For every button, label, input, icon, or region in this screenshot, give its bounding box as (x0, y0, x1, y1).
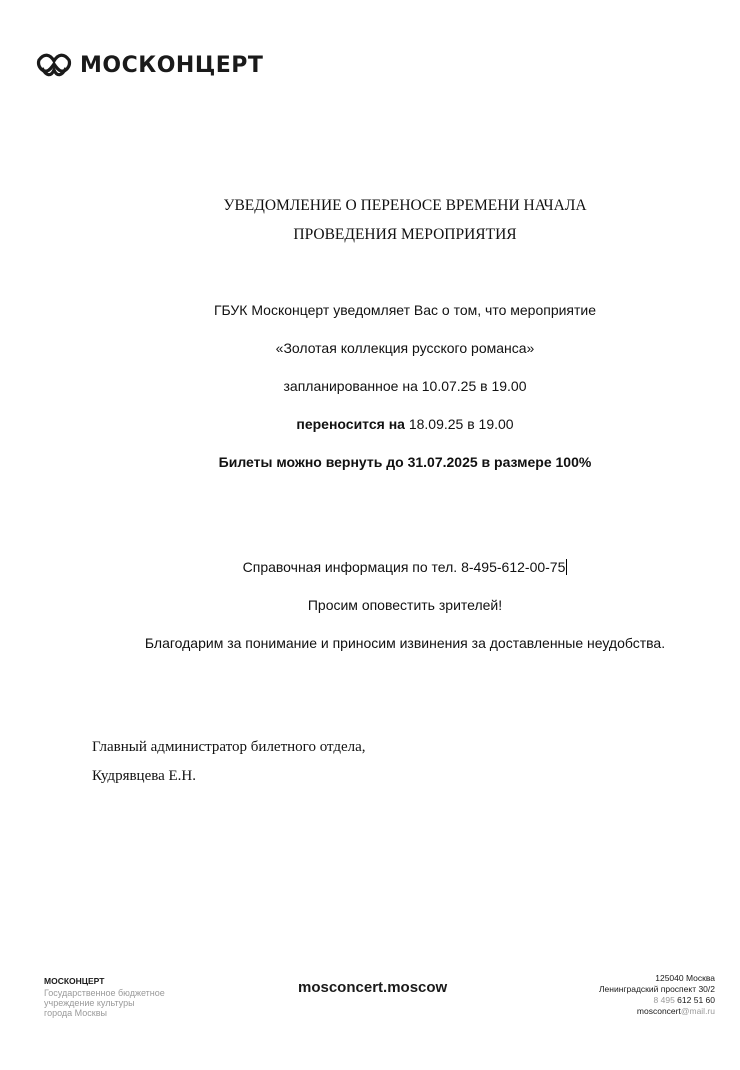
footer-email[interactable] (599, 1006, 715, 1017)
planned-date: запланированное на 10.07.25 в 19.00 (283, 378, 527, 394)
postponed-date: 18.09.25 в 19.00 (404, 416, 514, 432)
signature-name: Кудрявцева Е.Н. (92, 768, 197, 784)
footer-phone-number: 612 51 60 (674, 995, 715, 1005)
event-name: «Золотая коллекция русского романса» (275, 340, 535, 356)
footer-contacts (599, 973, 715, 1017)
notify-text: Просим оповестить зрителей! (307, 597, 503, 613)
text-cursor (566, 559, 567, 575)
postponed-line (0, 416, 740, 432)
footer-address-1: 125040 Москва (655, 973, 715, 983)
footer-phone-code: 8 495 (653, 995, 675, 1005)
title-line-1: УВЕДОМЛЕНИЕ О ПЕРЕНОСЕ ВРЕМЕНИ НАЧАЛА (223, 197, 587, 214)
footer-phone (599, 995, 715, 1006)
postponed-label: переносится на (296, 416, 405, 432)
footer-email-user: mosconcert (636, 1006, 681, 1016)
info-line (0, 559, 740, 575)
title-line-2: ПРОВЕДЕНИЯ МЕРОПРИЯТИЯ (293, 226, 517, 243)
intro-text: ГБУК Москонцерт уведомляет Вас о том, что мероприятие (213, 302, 597, 318)
info-text: Справочная информация по тел. 8-495-612-00-75 (242, 559, 566, 575)
notice-title (0, 191, 740, 249)
footer-website[interactable]: mosconcert.moscow (298, 979, 448, 996)
logo-text: МОСКОНЦЕРТ (80, 52, 264, 78)
signature-position: Главный администратор билетного отдела, (92, 739, 366, 755)
mosconcert-logo-icon (36, 50, 72, 80)
footer-email-domain: @mail.ru (680, 1006, 715, 1016)
logo (36, 50, 263, 80)
footer-org-line-3: города Москвы (44, 1008, 107, 1018)
footer-org-line-1: Государственное бюджетное (44, 988, 165, 998)
footer-org-name: МОСКОНЦЕРТ (44, 976, 105, 986)
thanks-text: Благодарим за понимание и приносим извинения за доставленные неудобства. (144, 635, 666, 651)
footer-address-2: Ленинградский проспект 30/2 (598, 984, 715, 994)
footer-organization (44, 976, 165, 1018)
refund-notice: Билеты можно вернуть до 31.07.2025 в размере 100% (218, 454, 592, 470)
footer-org-line-2: учреждение культуры (44, 998, 135, 1008)
